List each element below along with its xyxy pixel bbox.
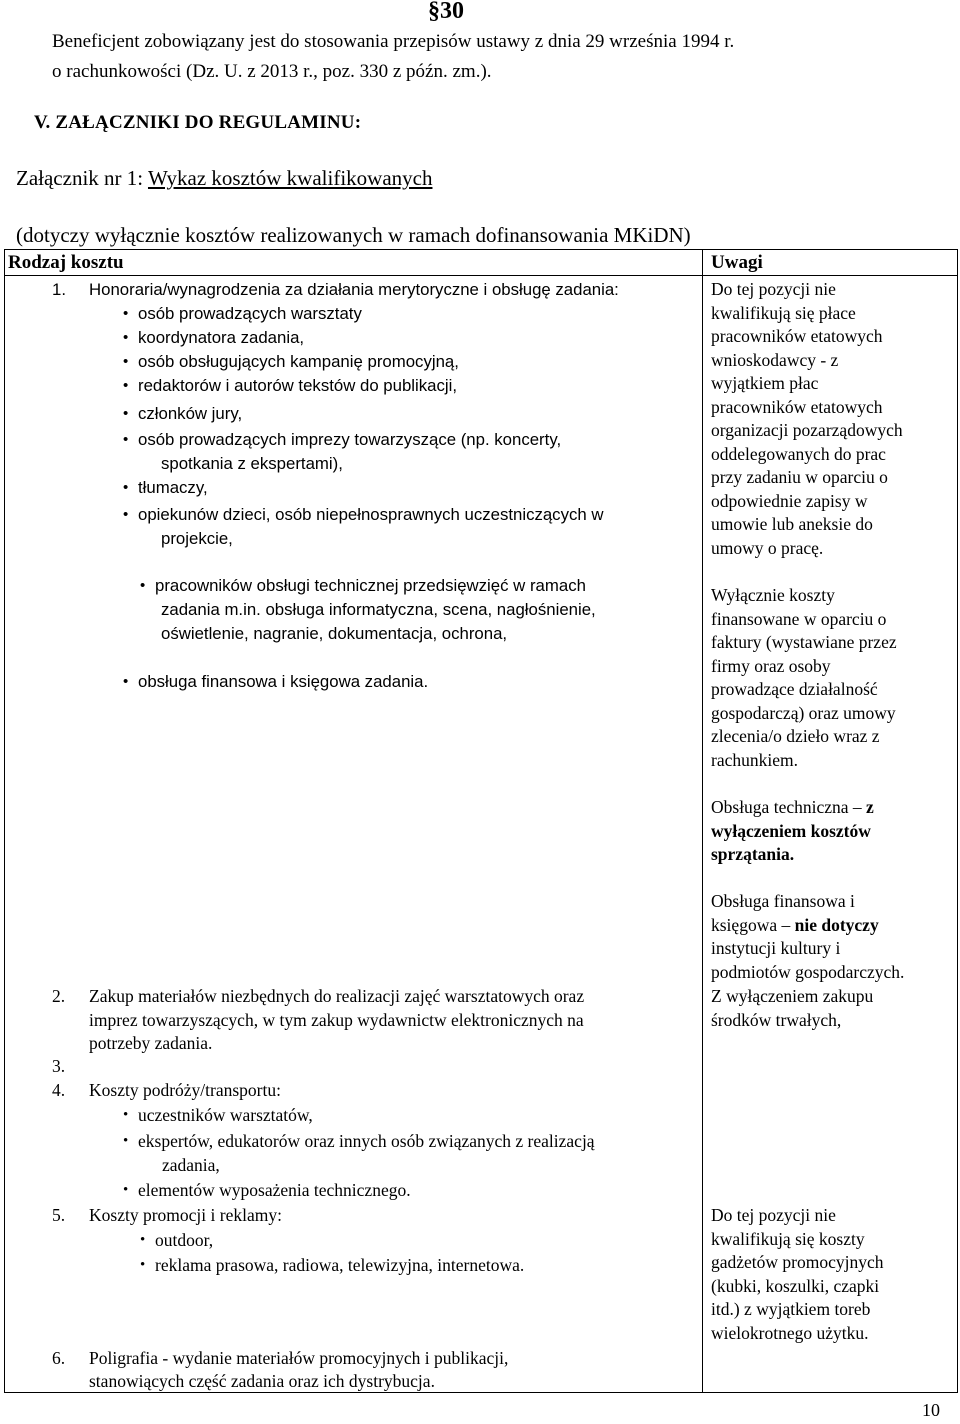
annex-title — [16, 166, 432, 191]
row5-remark: gadżetów promocyjnych — [711, 1252, 884, 1272]
row5-remark: itd.) z wyjątkiem toreb — [711, 1299, 871, 1319]
row1-technical-remark-bold: wyłączeniem kosztów — [711, 821, 871, 841]
row1-remark-line: pracowników etatowych — [711, 397, 883, 417]
annex-note: (dotyczy wyłącznie kosztów realizowanych w ramach dofinansowania MKiDN) — [16, 223, 691, 247]
row2-line: potrzeby zadania. — [89, 1033, 213, 1053]
technical-remark-bold: z — [866, 797, 874, 817]
table-top-border — [4, 249, 958, 250]
intro-line-1: Beneficjent zobowiązany jest do stosowania przepisów ustawy z dnia 29 września 1994 r. — [52, 31, 735, 52]
row4-item-cont: zadania, — [162, 1155, 220, 1175]
row1-remark-line: umowy o pracę. — [711, 538, 824, 558]
row1-finance-remark: Obsługa finansowa i — [711, 891, 855, 911]
row2-number: 2. — [52, 986, 66, 1006]
finance-remark-label: księgowa – — [711, 915, 795, 935]
row1-item: • redaktorów i autorów tekstów do publikacji, — [138, 374, 457, 398]
row1-item: • osób prowadzących warsztaty — [138, 302, 362, 326]
annex-name: Wykaz kosztów kwalifikowanych — [147, 166, 433, 190]
row4-item: • ekspertów, edukatorów oraz innych osób związanych z realizacją — [138, 1130, 595, 1154]
row5-item: • outdoor, — [155, 1229, 213, 1253]
row1-remark-line: organizacji pozarządowych — [711, 420, 903, 440]
row1-remark-line: wyjątkiem płac — [711, 373, 819, 393]
row4-title: Koszty podróży/transportu: — [89, 1080, 281, 1100]
row4-number: 4. — [52, 1080, 66, 1100]
table-left-border — [4, 249, 5, 1393]
row5-title: Koszty promocji i reklamy: — [89, 1205, 282, 1225]
row2-remark: Z wyłączeniem zakupu — [711, 986, 874, 1006]
row1-remark-line: wnioskodawcy - z — [711, 350, 839, 370]
row1-remark-line: odpowiednie zapisy w — [711, 491, 868, 511]
row1-tech-item-cont: zadania m.in. obsługa informatyczna, scena, nagłośnienie, — [161, 600, 596, 619]
column-divider — [702, 249, 703, 1393]
row1-item: • tłumaczy, — [138, 476, 208, 500]
row4-item: • uczestników warsztatów, — [138, 1104, 313, 1128]
row1-tech-item-cont: oświetlenie, nagranie, dokumentacja, ochrona, — [161, 624, 508, 643]
header-cost-type: Rodzaj kosztu — [8, 252, 124, 273]
row1-item: • koordynatora zadania, — [138, 326, 304, 350]
row5-item: • reklama prasowa, radiowa, telewizyjna, internetowa. — [155, 1254, 524, 1278]
row1-invoice-line: firmy oraz osoby — [711, 656, 831, 676]
technical-remark-label: Obsługa techniczna – — [711, 797, 867, 817]
row5-number: 5. — [52, 1205, 66, 1225]
table-right-border — [957, 249, 958, 1393]
row1-item: • opiekunów dzieci, osób niepełnosprawnych uczestniczących w — [138, 503, 603, 527]
row1-title: Honoraria/wynagrodzenia za działania merytoryczne i obsługę zadania: — [89, 280, 619, 299]
section-number: §30 — [428, 0, 464, 24]
row1-finance-remark — [711, 914, 879, 938]
row3-number: 3. — [52, 1056, 66, 1076]
row1-invoice-line: finansowane w oparciu o — [711, 609, 887, 629]
row5-remark: kwalifikują się koszty — [711, 1229, 865, 1249]
row1-technical-remark — [711, 796, 874, 820]
row1-remark-line: przy zadaniu w oparciu o — [711, 467, 888, 487]
row6-line: Poligrafia - wydanie materiałów promocyjnych i publikacji, — [89, 1348, 509, 1368]
row6-number: 6. — [52, 1348, 66, 1368]
row1-finance-item: • obsługa finansowa i księgowa zadania. — [138, 670, 428, 694]
finance-remark-bold: nie dotyczy — [794, 915, 879, 935]
row1-remark-line: umowie lub aneksie do — [711, 514, 873, 534]
row5-remark: wielokrotnego użytku. — [711, 1323, 869, 1343]
row1-invoice-line: rachunkiem. — [711, 750, 798, 770]
row1-invoice-line: faktury (wystawiane przez — [711, 632, 897, 652]
page-number: 10 — [922, 1400, 940, 1420]
row1-invoice-line: prowadzące działalność — [711, 679, 878, 699]
section-heading: V. ZAŁĄCZNIKI DO REGULAMINU: — [34, 112, 362, 133]
header-bottom-border — [4, 275, 958, 276]
annex-prefix: Załącznik nr 1: — [16, 166, 148, 190]
row1-item: • osób obsługujących kampanię promocyjną, — [138, 350, 459, 374]
row6-line: stanowiących część zadania oraz ich dystrybucja. — [89, 1371, 435, 1391]
row1-invoice-line: Wyłącznie koszty — [711, 585, 835, 605]
row2-line: Zakup materiałów niezbędnych do realizacji zajęć warsztatowych oraz — [89, 986, 585, 1006]
row2-remark: środków trwałych, — [711, 1010, 842, 1030]
row2-line: imprez towarzyszących, w tym zakup wydawnictw elektronicznych na — [89, 1010, 584, 1030]
row1-invoice-line: gospodarczą) oraz umowy — [711, 703, 896, 723]
row1-tech-item: • pracowników obsługi technicznej przedsięwzięć w ramach — [155, 574, 586, 598]
header-remarks: Uwagi — [711, 252, 763, 273]
row1-number: 1. — [52, 280, 66, 299]
row1-remark-line: Do tej pozycji nie — [711, 279, 836, 299]
row4-item: • elementów wyposażenia technicznego. — [138, 1179, 411, 1203]
row1-item-cont: projekcie, — [161, 529, 233, 548]
row5-remark: (kubki, koszulki, czapki — [711, 1276, 880, 1296]
row1-remark-line: pracowników etatowych — [711, 326, 883, 346]
row1-item: • członków jury, — [138, 402, 242, 426]
row1-remark-line: kwalifikują się płace — [711, 303, 856, 323]
row1-item-cont: spotkania z ekspertami), — [161, 454, 343, 473]
row1-invoice-line: zlecenia/o dzieło wraz z — [711, 726, 880, 746]
row1-item: • osób prowadzących imprezy towarzyszące (np. koncerty, — [138, 428, 561, 452]
row1-technical-remark-bold: sprzątania. — [711, 844, 795, 864]
row5-remark: Do tej pozycji nie — [711, 1205, 836, 1225]
row1-finance-remark: instytucji kultury i — [711, 938, 841, 958]
row1-finance-remark: podmiotów gospodarczych. — [711, 962, 905, 982]
row1-remark-line: oddelegowanych do prac — [711, 444, 886, 464]
intro-line-2: o rachunkowości (Dz. U. z 2013 r., poz. 330 z późn. zm.). — [52, 61, 492, 82]
